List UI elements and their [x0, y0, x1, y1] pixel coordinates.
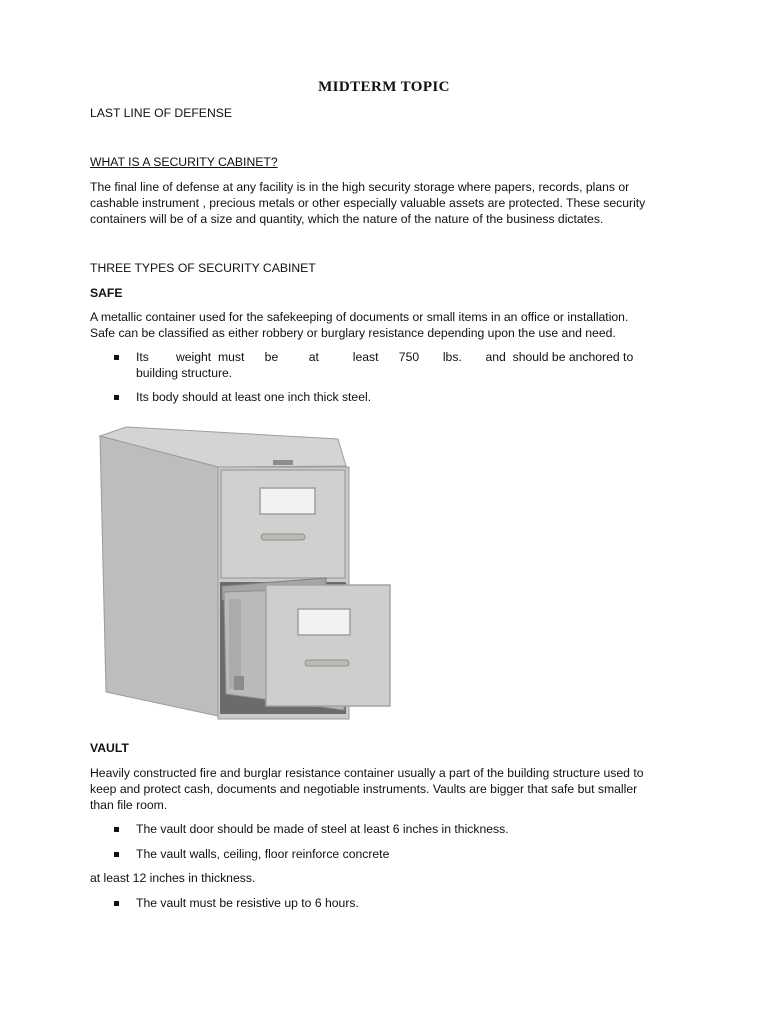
vault-line-1: Heavily constructed fire and burglar resistance container usually a part of the building structure used to — [90, 766, 644, 780]
vault-bullet-1: The vault door should be made of steel at least 6 inches in thickness. — [136, 822, 509, 836]
intro-line-1: The final line of defense at any facility is in the high security storage where papers, records, plans or — [90, 180, 630, 194]
vault-line-2: keep and protect cash, documents and negotiable instruments. Vaults are bigger that safe but smaller — [90, 782, 638, 796]
subtitle: LAST LINE OF DEFENSE — [90, 106, 233, 120]
vault-heading: VAULT — [90, 741, 129, 755]
page-title: MIDTERM TOPIC — [318, 79, 450, 95]
safe-bullet-1-line-2: building structure. — [136, 366, 233, 380]
bullet-marker — [114, 395, 119, 400]
safe-line-1: A metallic container used for the safekeeping of documents or small items in an office or installation. — [90, 310, 629, 324]
safe-heading: SAFE — [90, 286, 123, 300]
question-heading: WHAT IS A SECURITY CABINET? — [90, 155, 278, 169]
safe-bullet-2: Its body should at least one inch thick steel. — [136, 390, 372, 404]
vault-bullet-2: The vault walls, ceiling, floor reinforce concrete — [136, 847, 390, 861]
safe-bullet-1-line-1: Its weight must be at least 750 lbs. and should be anchored to — [136, 350, 634, 364]
intro-line-3: containers will be of a size and quantity, which the nature of the nature of the business dictates. — [90, 212, 604, 226]
bullet-marker — [114, 852, 119, 857]
types-heading: THREE TYPES OF SECURITY CABINET — [90, 261, 316, 275]
safe-line-2: Safe can be classified as either robbery or burglary resistance depending upon the use and need. — [90, 326, 616, 340]
bullet-marker — [114, 901, 119, 906]
intro-line-2: cashable instrument , precious metals or other especially valuable assets are protected. These security — [90, 196, 646, 210]
filing-cabinet-icon — [96, 424, 392, 724]
bullet-marker — [114, 827, 119, 832]
vault-bullet-3: The vault must be resistive up to 6 hours. — [136, 896, 359, 910]
bullet-marker — [114, 355, 119, 360]
vault-line-3: than file room. — [90, 798, 168, 812]
vault-continuation: at least 12 inches in thickness. — [90, 871, 256, 885]
